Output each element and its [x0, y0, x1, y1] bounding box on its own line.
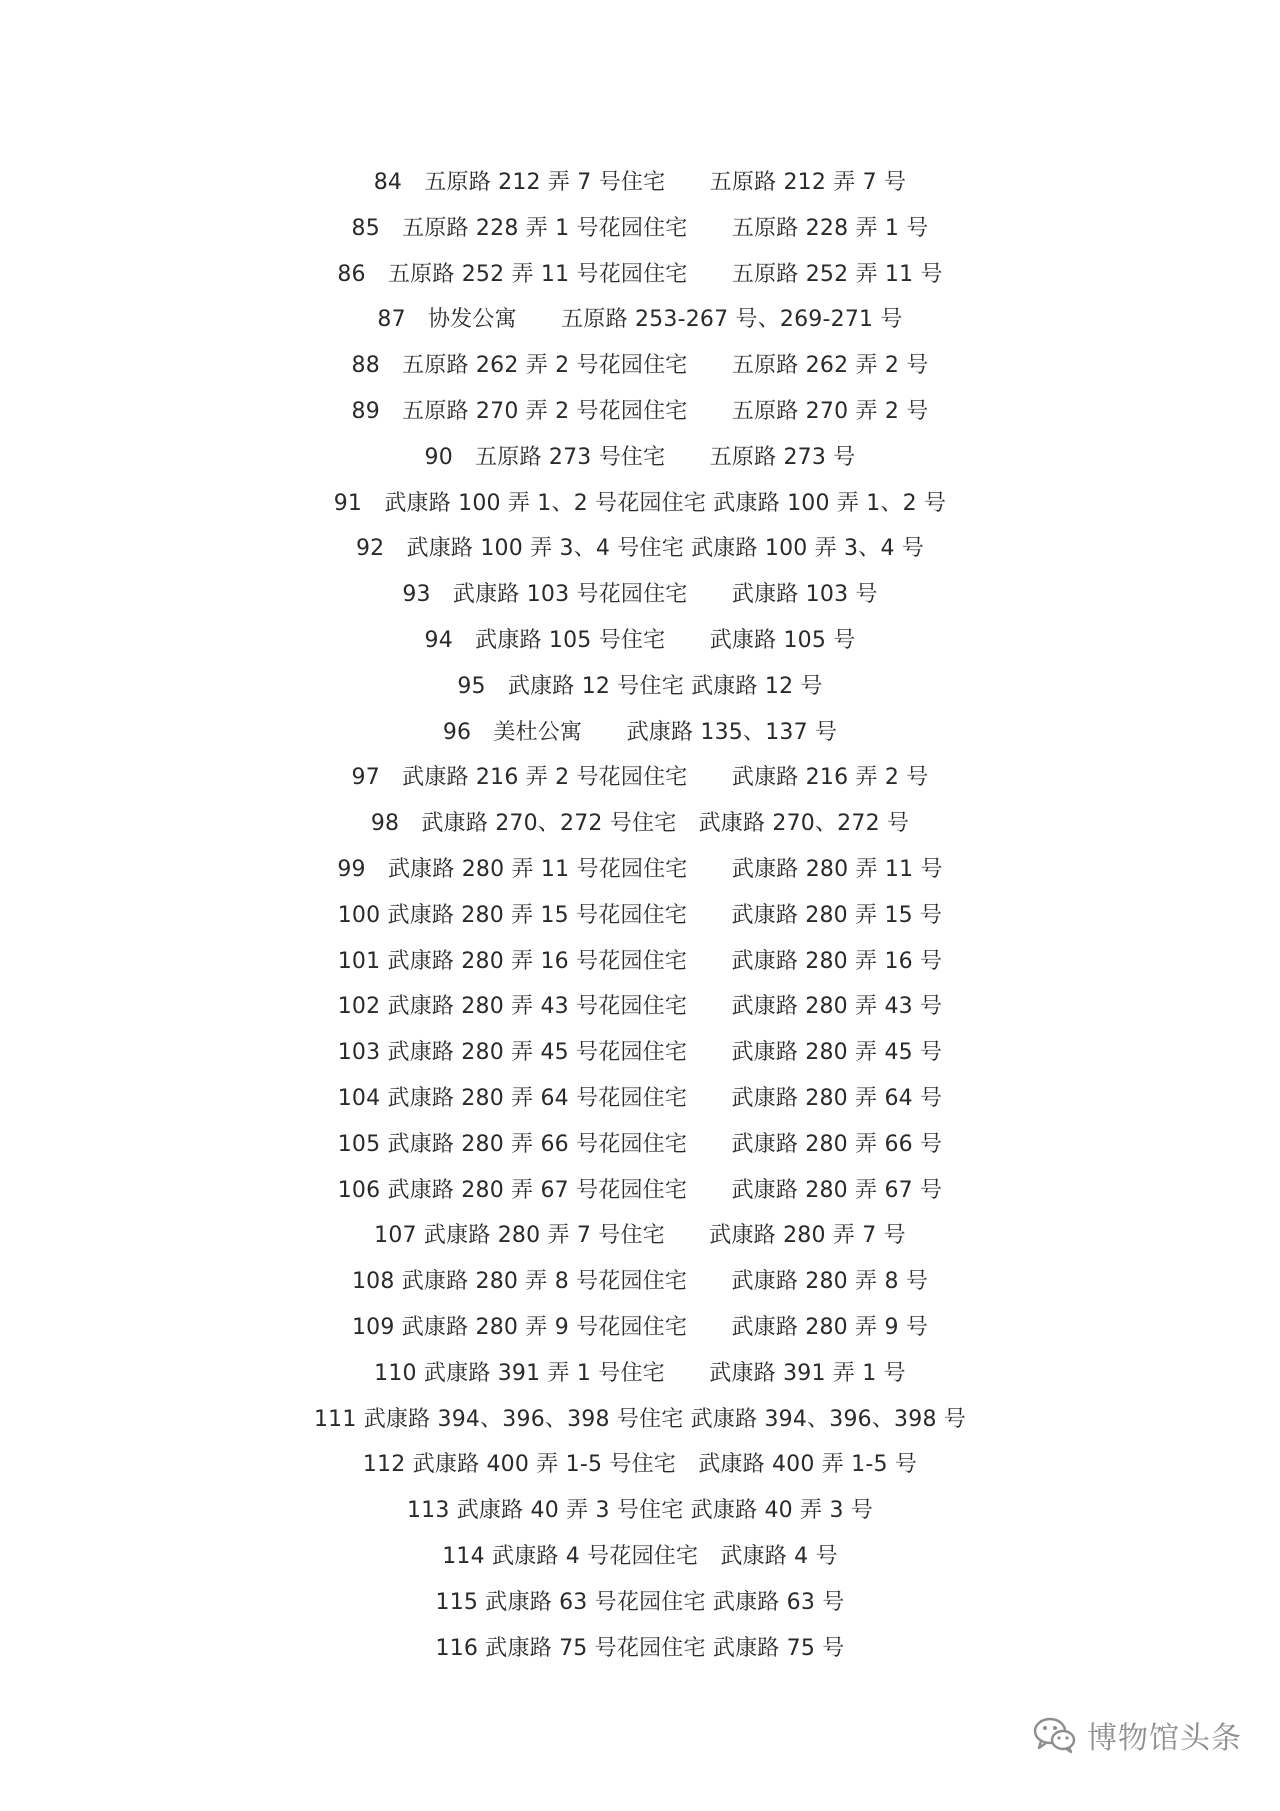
- list-item: 90 五原路 273 号住宅 五原路 273 号: [424, 444, 856, 470]
- list-item: 94 武康路 105 号住宅 武康路 105 号: [424, 627, 856, 653]
- watermark-text: 博物馆头条: [1087, 1721, 1242, 1756]
- list-item: 86 五原路 252 弄 11 号花园住宅 五原路 252 弄 11 号: [337, 261, 943, 287]
- list-item: 114 武康路 4 号花园住宅 武康路 4 号: [442, 1543, 838, 1569]
- list-item: 112 武康路 400 弄 1-5 号住宅 武康路 400 弄 1-5 号: [362, 1452, 918, 1478]
- list-item: 102 武康路 280 弄 43 号花园住宅 武康路 280 弄 43 号: [337, 994, 943, 1020]
- list-item: 91 武康路 100 弄 1、2 号花园住宅 武康路 100 弄 1、2 号: [333, 490, 947, 516]
- list-item: 116 武康路 75 号花园住宅 武康路 75 号: [435, 1635, 845, 1661]
- list-item: 111 武康路 394、396、398 号住宅 武康路 394、396、398 号: [313, 1406, 967, 1432]
- list-item: 107 武康路 280 弄 7 号住宅 武康路 280 弄 7 号: [374, 1223, 906, 1249]
- list-item: 115 武康路 63 号花园住宅 武康路 63 号: [435, 1589, 845, 1615]
- wechat-icon: [1033, 1716, 1077, 1754]
- list-item: 101 武康路 280 弄 16 号花园住宅 武康路 280 弄 16 号: [337, 948, 943, 974]
- list-item: 97 武康路 216 弄 2 号花园住宅 武康路 216 弄 2 号: [351, 765, 929, 791]
- list-item: 110 武康路 391 弄 1 号住宅 武康路 391 弄 1 号: [374, 1360, 906, 1386]
- list-item: 96 美杜公寓 武康路 135、137 号: [442, 719, 838, 745]
- list-item: 105 武康路 280 弄 66 号花园住宅 武康路 280 弄 66 号: [337, 1131, 943, 1157]
- list-item: 87 协发公寓 五原路 253-267 号、269-271 号: [377, 307, 903, 333]
- list-item: 113 武康路 40 弄 3 号住宅 武康路 40 弄 3 号: [406, 1498, 874, 1524]
- list-item: 88 五原路 262 弄 2 号花园住宅 五原路 262 弄 2 号: [351, 353, 929, 379]
- list-item: 92 武康路 100 弄 3、4 号住宅 武康路 100 弄 3、4 号: [355, 536, 925, 562]
- list-item: 85 五原路 228 弄 1 号花园住宅 五原路 228 弄 1 号: [351, 215, 929, 241]
- list-item: 99 武康路 280 弄 11 号花园住宅 武康路 280 弄 11 号: [337, 856, 943, 882]
- list-item: 89 五原路 270 弄 2 号花园住宅 五原路 270 弄 2 号: [351, 398, 929, 424]
- list-item: 98 武康路 270、272 号住宅 武康路 270、272 号: [370, 811, 910, 837]
- address-list: [0, 160, 1280, 1671]
- list-item: 106 武康路 280 弄 67 号花园住宅 武康路 280 弄 67 号: [337, 1177, 943, 1203]
- list-item: 95 武康路 12 号住宅 武康路 12 号: [457, 673, 823, 699]
- list-item: 93 武康路 103 号花园住宅 武康路 103 号: [402, 582, 878, 608]
- list-item: 104 武康路 280 弄 64 号花园住宅 武康路 280 弄 64 号: [337, 1085, 943, 1111]
- watermark: [1033, 1713, 1242, 1757]
- list-item: 103 武康路 280 弄 45 号花园住宅 武康路 280 弄 45 号: [337, 1040, 943, 1066]
- list-item: 84 五原路 212 弄 7 号住宅 五原路 212 弄 7 号: [373, 170, 907, 195]
- list-item: 100 武康路 280 弄 15 号花园住宅 武康路 280 弄 15 号: [337, 902, 943, 928]
- list-item: 109 武康路 280 弄 9 号花园住宅 武康路 280 弄 9 号: [351, 1314, 929, 1340]
- list-item: 108 武康路 280 弄 8 号花园住宅 武康路 280 弄 8 号: [351, 1269, 929, 1295]
